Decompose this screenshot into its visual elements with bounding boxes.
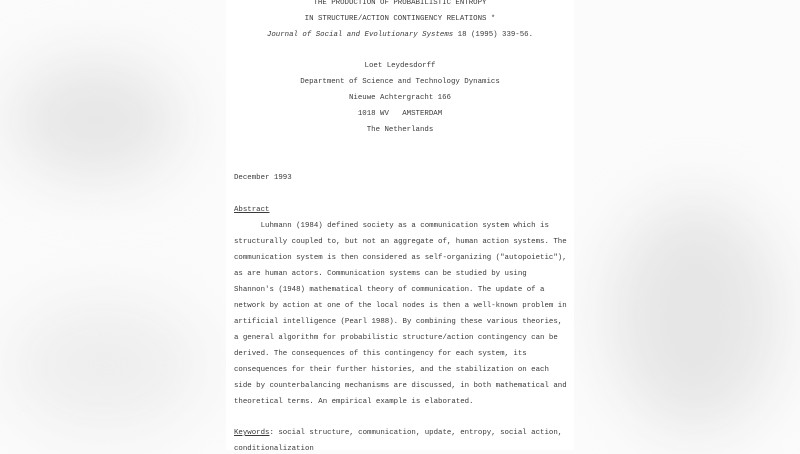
keywords-line — [234, 428, 562, 438]
author-street: Nieuwe Achtergracht 166 — [348, 94, 451, 102]
author-department: Department of Science and Technology Dynamics — [300, 78, 500, 86]
background-blur — [10, 300, 200, 430]
abstract-line: as are human actors. Communication systems can be studied by using — [234, 270, 527, 278]
date: December 1993 — [234, 174, 292, 182]
abstract-line: consequences for their further histories, and the stabilization on each — [234, 366, 549, 374]
author-name: Loet Leydesdorff — [364, 62, 436, 70]
abstract-line: structurally coupled to, but not an aggregate of, human action systems. The — [234, 238, 567, 246]
journal-name: Journal of Social and Evolutionary Systems — [266, 31, 454, 39]
author-city: 1018 WV AMSTERDAM — [357, 110, 443, 118]
title-line-1: THE PRODUCTION OF PROBABILISTIC ENTROPY — [313, 0, 487, 7]
citation-details: 18 (1995) 339-56. — [453, 31, 534, 39]
abstract-line: artificial intelligence (Pearl 1988). By combining these various theories, — [234, 318, 563, 326]
abstract-line: Luhmann (1984) defined society as a communication system which is — [234, 222, 549, 230]
abstract-line: side by counterbalancing mechanisms are discussed, in both mathematical and — [234, 382, 567, 390]
abstract-heading: Abstract — [234, 206, 270, 214]
author-country: The Netherlands — [366, 126, 434, 134]
abstract-line: Shannon's (1948) mathematical theory of communication. The update of a — [234, 286, 545, 294]
abstract-line: derived. The consequences of this contingency for each system, its — [234, 350, 527, 358]
background-blur — [610, 200, 780, 430]
keywords-text: : social structure, communication, update, entropy, social action, — [269, 429, 563, 437]
citation — [0, 30, 800, 40]
abstract-line: network by action at one of the local nodes is then a well-known problem in — [234, 302, 567, 310]
title-line-2: IN STRUCTURE/ACTION CONTINGENCY RELATIONS * — [304, 15, 496, 23]
abstract-line: theoretical terms. An empirical example is elaborated. — [234, 398, 474, 406]
abstract-line: communication system is then considered as self-organizing ("autopoietic"), — [234, 254, 567, 262]
keywords-line-2: conditionalization — [234, 445, 314, 453]
keywords-label: Keywords — [234, 429, 270, 437]
abstract-line: a general algorithm for probabilistic structure/action contingency can be — [234, 334, 558, 342]
